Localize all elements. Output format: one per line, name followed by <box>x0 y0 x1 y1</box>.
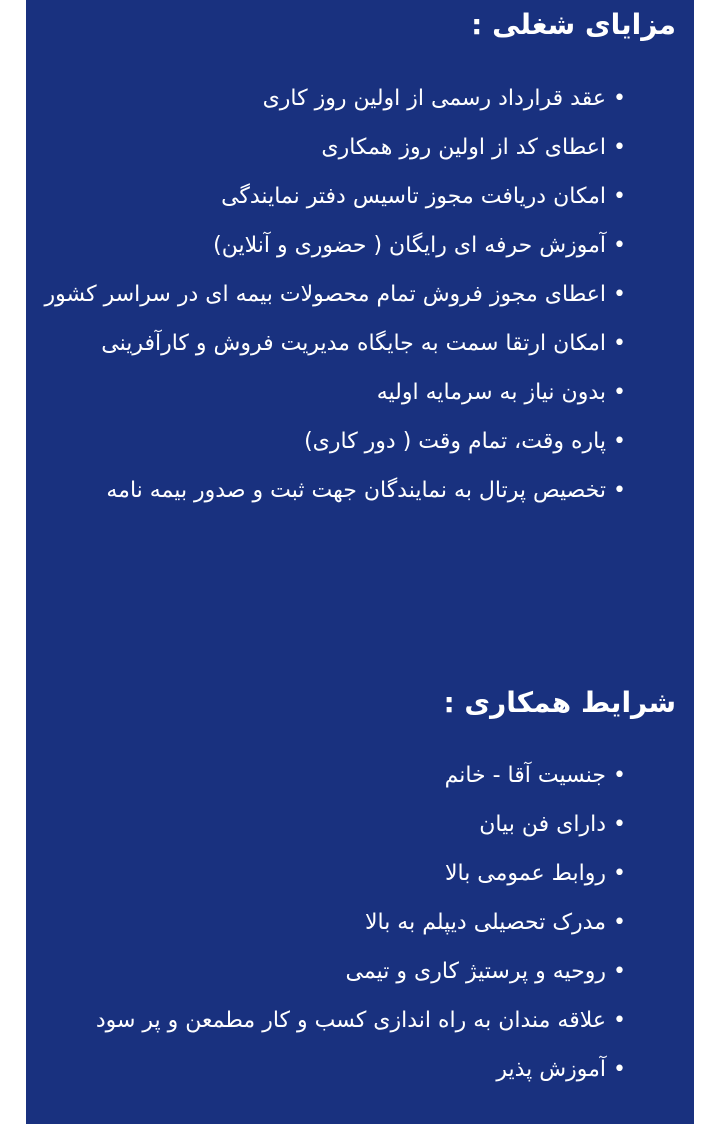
list-item-text: عقد قرارداد رسمی از اولین روز کاری <box>262 86 606 111</box>
list-item <box>44 996 676 1045</box>
list-item-text: پاره وقت، تمام وقت ( دور کاری) <box>304 429 606 454</box>
bullet-dot-icon: • <box>613 478 626 503</box>
conditions-heading: شرایط همکاری : <box>443 686 676 719</box>
list-item-text: آموزش حرفه ای رایگان ( حضوری و آنلاین) <box>213 233 606 258</box>
bullet-dot-icon: • <box>613 1008 626 1033</box>
list-item-text: علاقه مندان به راه اندازی کسب و کار مطمعن و پر سود <box>95 1008 606 1033</box>
list-item <box>44 123 676 172</box>
benefits-heading: مزایای شغلی : <box>471 8 676 41</box>
list-item <box>44 800 676 849</box>
bullet-dot-icon: • <box>613 380 626 405</box>
bullet-dot-icon: • <box>613 429 626 454</box>
list-item <box>44 270 676 319</box>
list-item <box>44 1045 676 1094</box>
list-item-text: آموزش پذیر <box>496 1057 606 1082</box>
bullet-dot-icon: • <box>613 282 626 307</box>
bullet-dot-icon: • <box>613 1057 626 1082</box>
conditions-list <box>44 751 676 1094</box>
list-item-text: روحیه و پرستیژ کاری و تیمی <box>345 959 606 984</box>
list-item-text: بدون نیاز به سرمایه اولیه <box>376 380 606 405</box>
benefits-list <box>44 74 676 515</box>
list-item-text: مدرک تحصیلی دیپلم به بالا <box>364 910 606 935</box>
content-panel <box>26 0 694 1124</box>
list-item-text: تخصیص پرتال به نمایندگان جهت ثبت و صدور بیمه نامه <box>106 478 606 503</box>
bullet-dot-icon: • <box>613 763 626 788</box>
list-item <box>44 898 676 947</box>
bullet-dot-icon: • <box>613 86 626 111</box>
bullet-dot-icon: • <box>613 233 626 258</box>
list-item-text: امکان ارتقا سمت به جایگاه مدیریت فروش و کارآفرینی <box>101 331 606 356</box>
bullet-dot-icon: • <box>613 135 626 160</box>
bullet-dot-icon: • <box>613 812 626 837</box>
list-item <box>44 947 676 996</box>
list-item-text: اعطای کد از اولین روز همکاری <box>321 135 606 160</box>
list-item <box>44 466 676 515</box>
list-item-text: اعطای مجوز فروش تمام محصولات بیمه ای در سراسر کشور <box>44 282 606 307</box>
list-item <box>44 172 676 221</box>
list-item-text: دارای فن بیان <box>479 812 606 837</box>
list-item-text: روابط عمومی بالا <box>444 861 606 886</box>
list-item-text: امکان دریافت مجوز تاسیس دفتر نمایندگی <box>221 184 606 209</box>
list-item <box>44 417 676 466</box>
list-item <box>44 849 676 898</box>
list-item <box>44 221 676 270</box>
bullet-dot-icon: • <box>613 910 626 935</box>
list-item <box>44 751 676 800</box>
list-item <box>44 368 676 417</box>
bullet-dot-icon: • <box>613 184 626 209</box>
list-item-text: جنسیت آقا - خانم <box>444 763 606 788</box>
list-item <box>44 74 676 123</box>
list-item <box>44 319 676 368</box>
bullet-dot-icon: • <box>613 331 626 356</box>
bullet-dot-icon: • <box>613 959 626 984</box>
bullet-dot-icon: • <box>613 861 626 886</box>
